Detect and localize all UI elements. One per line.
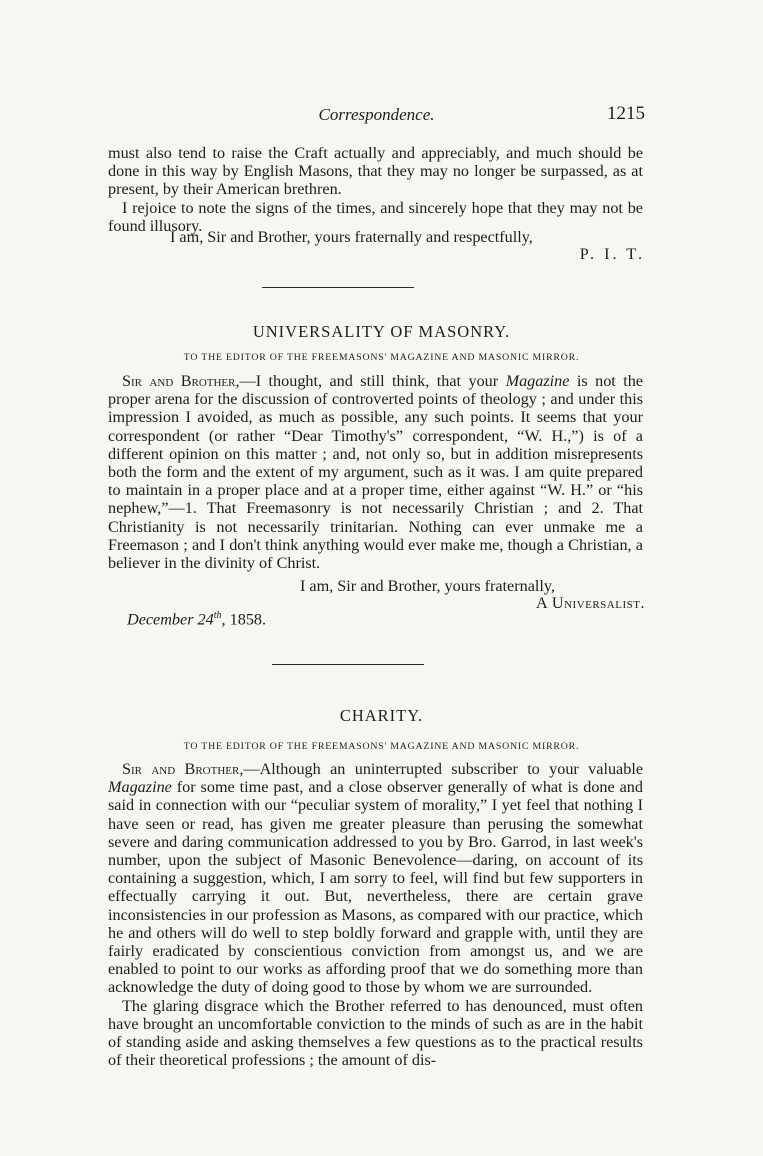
letter1-signature: P. I. T. <box>579 245 645 263</box>
universality-text-2: is not the proper arena for the discussion of controverted points of theology ; and under this impression I avoided, as much as possible, any such points. It seems that your correspondent (or rather “Dear Timothy's” correspondent, “W. H.,”) is of a different opinion on this matter ; and, not only so, but in addition misrepresents both the form and the extent of my argument, such as it was. I am quite prepared to maintain in a proper place and at a proper time, either against “W. H.” or “his nephew,”—1. That Freemasonry is not necessarily Christian ; and 2. That Christianity is not necessarily trinitarian. Nothing can ever unmake me a Freemason ; and I don't think anything would ever make me, though a Christian, a believer in the divinity of Christ. <box>108 372 643 573</box>
date-month-day: December 24 <box>127 610 214 629</box>
letter1-closing: I am, Sir and Brother, yours fraternally and respectfully, <box>170 228 533 246</box>
page-number: 1215 <box>607 103 645 124</box>
section-divider-1 <box>262 287 414 288</box>
universality-text-1: ,—I thought, and still think, that your <box>235 372 506 390</box>
charity-magazine-word: Magazine <box>108 778 172 797</box>
charity-salutation: Sir and Brother <box>122 760 240 778</box>
universality-salutation: Sir and Brother <box>122 372 236 390</box>
letter1-body <box>108 144 643 235</box>
date-ordinal: th <box>213 610 222 621</box>
letter1-paragraph-1: must also tend to raise the Craft actually and appreciably, and much should be done in this way by English Masons, that they may no longer be surpassed, as at present, by their American brethren. <box>108 144 643 199</box>
universality-body <box>108 372 643 572</box>
charity-title: CHARITY. <box>339 706 424 725</box>
page-header <box>108 105 645 131</box>
universality-date <box>127 610 266 629</box>
charity-to-editor: TO THE EDITOR OF THE FREEMASONS' MAGAZINE AND MASONIC MIRROR. <box>183 741 580 752</box>
universality-signature: A Universalist. <box>536 594 645 612</box>
universality-closing: I am, Sir and Brother, yours fraternally, <box>300 577 555 595</box>
section-divider-2 <box>272 664 424 665</box>
charity-paragraph-1 <box>108 760 643 997</box>
universality-to-editor: TO THE EDITOR OF THE FREEMASONS' MAGAZINE AND MASONIC MIRROR. <box>183 352 580 363</box>
universality-title: UNIVERSALITY OF MASONRY. <box>252 322 511 341</box>
universality-magazine-word: Magazine <box>505 372 570 390</box>
running-title: Correspondence. <box>318 105 435 124</box>
charity-text-1: ,—Although an uninterrupted subscriber to your valuable <box>239 760 643 778</box>
charity-paragraph-2: The glaring disgrace which the Brother referred to has denounced, must often have brought an uncomfortable conviction to the minds of such as are in the habit of standing aside and asking themselves a few questions as to the practical results of their theoretical professions ; the amount of dis- <box>108 996 643 1070</box>
charity-body <box>108 760 643 1069</box>
universality-paragraph <box>108 372 643 572</box>
date-year: , 1858. <box>221 610 267 629</box>
letter1-paragraph-2: I rejoice to note the signs of the times, and sincerely hope that they may not be found illusory. <box>108 198 643 235</box>
charity-text-2: for some time past, and a close observer generally of what is done and said in connection with our “peculiar system of morality,” I yet feel that nothing I have seen or read, has given me greater pleasure than perusing the somewhat severe and daring communication addressed to you by Bro. Garrod, in last week's number, upon the subject of Masonic Benevolence—daring, on account of its containing a suggestion, which, I am sorry to feel, will find but few supporters in effectually carrying it out. But, nevertheless, there are certain grave inconsistencies in our profession as Masons, as compared with our practice, which he and others will do well to step boldly forward and grapple with, until they are fairly eradicated by conscientious conviction from amongst us, and we are enabled to point to our works as affording proof that we do something more than acknowledge the duty of doing good to those by whom we are surrounded. <box>108 778 643 997</box>
